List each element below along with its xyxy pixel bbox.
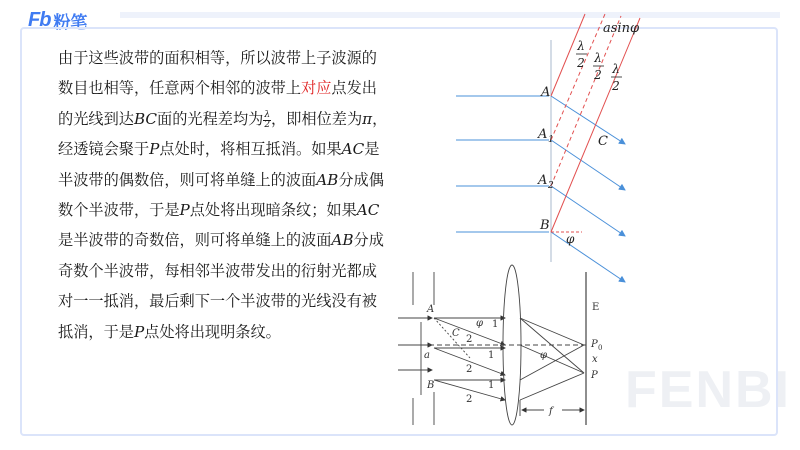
label-p: P bbox=[591, 370, 598, 381]
lambda-label: λ bbox=[594, 51, 602, 65]
label-p0: P bbox=[591, 339, 598, 350]
half-label: 2 bbox=[594, 68, 602, 82]
text-segment: 点处时，将相互抵消。如果 bbox=[159, 140, 342, 159]
math-bc: BC bbox=[133, 109, 158, 128]
text-segment: 是半波带的奇数倍，则可将单缝上的波面 bbox=[58, 231, 332, 250]
point-c: C bbox=[598, 134, 608, 149]
label-phi: φ bbox=[476, 318, 484, 329]
ray-number: 1 bbox=[488, 350, 495, 361]
text-segment: 由于这些波带的面积相等，所以波带上子波源的数目也相等，任意两个相邻的波带上 bbox=[58, 49, 377, 98]
text-segment: 点处将出现明条纹。 bbox=[144, 322, 281, 341]
converging-ray bbox=[520, 373, 584, 400]
math-ac: AC bbox=[341, 140, 365, 159]
text-segment: 点处将出现暗条纹；如果 bbox=[189, 201, 357, 220]
ray-number: 2 bbox=[466, 394, 473, 405]
point-a1-sub: 1 bbox=[548, 135, 554, 145]
lambda-label: λ bbox=[577, 39, 585, 53]
text-segment: 分成奇数个半波带，每相邻半波带发出的衍射光都成对一一抵消，最后剩下一个半波带的光线没有被抵消，于是 bbox=[58, 231, 384, 341]
logo-mark: Fb bbox=[28, 8, 51, 31]
frac-num: λ bbox=[264, 109, 271, 120]
phi-label: φ bbox=[566, 232, 575, 246]
point-a: A bbox=[541, 85, 551, 100]
label-a: A bbox=[427, 304, 435, 315]
math-p: P bbox=[179, 201, 190, 220]
text-segment: 点发出的光线到达 bbox=[58, 79, 377, 128]
text-segment: 分成偶数个半波带，于是 bbox=[58, 170, 384, 220]
label-c: C bbox=[452, 328, 460, 339]
ray-number: 2 bbox=[466, 334, 473, 345]
math-pi: π bbox=[362, 109, 373, 128]
logo-text: 粉笔 bbox=[53, 12, 88, 33]
half-label: 2 bbox=[612, 79, 620, 93]
label-slit-width: a bbox=[424, 350, 430, 361]
text-segment: 是半波带的偶数倍，则可将单缝上的波面 bbox=[58, 140, 380, 189]
point-a2-sub: 2 bbox=[548, 181, 554, 191]
highlight-text: 对应 bbox=[301, 79, 332, 98]
math-ab: AB bbox=[316, 170, 339, 189]
math-p: P bbox=[133, 322, 145, 341]
label-p0-sub: 0 bbox=[598, 344, 603, 352]
text-segment: ，即相位差为 bbox=[271, 109, 363, 128]
half-label: 2 bbox=[577, 56, 585, 70]
asin-phi-label: asinφ bbox=[603, 21, 640, 36]
point-a1: A bbox=[538, 127, 548, 142]
converging-ray bbox=[520, 345, 584, 380]
label-screen-e: E bbox=[592, 302, 600, 313]
text-segment: 面的光程差均为 bbox=[157, 109, 264, 128]
ray-number: 1 bbox=[488, 380, 495, 391]
converging-ray bbox=[520, 318, 584, 373]
label-x: x bbox=[592, 354, 598, 365]
point-b: B bbox=[540, 218, 550, 233]
ray-number: 2 bbox=[466, 364, 473, 375]
converging-ray bbox=[520, 345, 584, 373]
label-b: B bbox=[427, 380, 435, 391]
math-p: P bbox=[149, 140, 160, 159]
lambda-label: λ bbox=[612, 62, 620, 76]
ray-number: 1 bbox=[492, 319, 499, 330]
text-segment: ，经透镜会聚于 bbox=[58, 109, 388, 159]
math-ab: AB bbox=[331, 231, 354, 250]
math-ac: AC bbox=[356, 201, 380, 220]
label-phi: φ bbox=[540, 350, 548, 361]
converging-ray bbox=[520, 318, 584, 345]
fenbi-watermark: FENBI bbox=[625, 361, 791, 419]
point-a2: A bbox=[538, 173, 548, 188]
label-focal-length: f bbox=[549, 406, 553, 417]
frac-den: 2 bbox=[264, 119, 271, 130]
